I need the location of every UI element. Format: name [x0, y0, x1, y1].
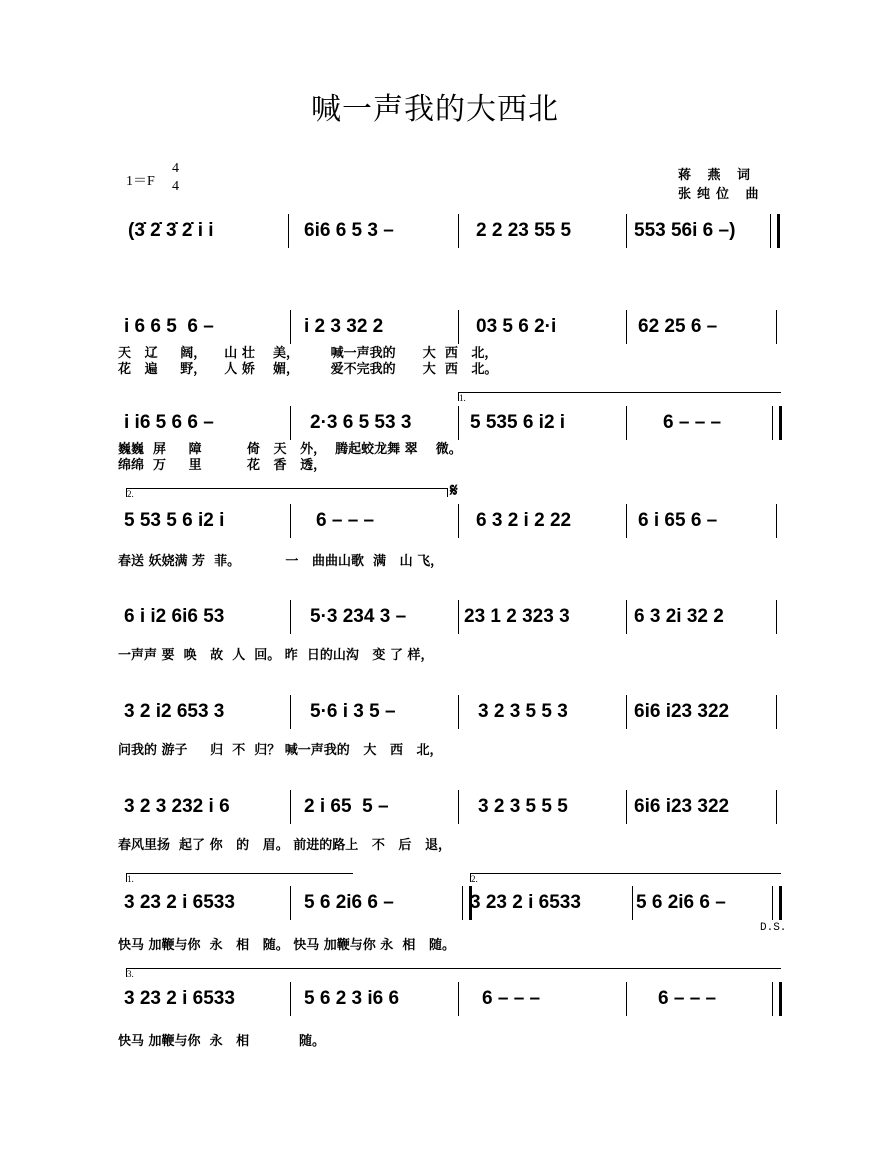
measure: 6i6 i23 322: [634, 796, 730, 817]
measure: 3 2 3 5 5 3: [478, 701, 568, 722]
staff-line-3: [118, 412, 780, 472]
final-barline: [772, 886, 782, 920]
final-barline: [772, 982, 782, 1016]
lyrics: 春风里扬 起了 你 的 眉。 前进的路上 不 后 退，: [118, 838, 451, 853]
measure: 5·6 i 3 5 –: [310, 701, 396, 722]
volta-bracket: 3.: [126, 968, 781, 977]
lyrics-verse-1: 天 辽 阔， 山 壮 美， 喊一声我的 大 西 北，: [118, 346, 498, 361]
barline: [776, 310, 777, 344]
barline: [776, 790, 777, 824]
measure: 03 5 6 2·i: [476, 316, 557, 337]
barline: [458, 504, 459, 538]
measure: 3 2 3 5 5 5: [478, 796, 568, 817]
measure: 3 2 i2 653 3: [124, 701, 225, 722]
measure: 6 – – –: [316, 510, 375, 531]
measure: 3 2 3 232 i 6: [124, 796, 230, 817]
barline: [626, 982, 627, 1016]
volta-bracket: 2.: [126, 488, 448, 497]
lyrics-verse-2: 绵绵 万 里 花 香 透，: [118, 458, 327, 473]
measure: 6 i 65 6 –: [638, 510, 718, 531]
barline: [776, 695, 777, 729]
barline: [290, 406, 291, 440]
time-signature: [172, 160, 179, 196]
barline: [626, 504, 627, 538]
barline: [626, 406, 627, 440]
staff-line-8: [118, 892, 787, 953]
volta-bracket: 1.: [458, 392, 781, 401]
barline: [458, 600, 459, 634]
time-signature-top: 4: [172, 161, 179, 176]
key-signature: 1＝F: [126, 174, 155, 189]
time-signature-bottom: 4: [172, 179, 179, 194]
segno-sign: 𝄋: [450, 480, 458, 501]
staff-line-2: [118, 316, 780, 376]
measure: 23 1 2 323 3: [464, 606, 570, 627]
measure: 6i6 i23 322: [634, 701, 730, 722]
measure: 3 23 2 i 6533: [124, 988, 235, 1009]
lyrics-verse-1: 巍巍 屏 障 倚 天 外， 腾起蛟龙舞 翠 微。: [118, 442, 462, 457]
measure: 62 25 6 –: [638, 316, 718, 337]
lyrics: 问我的 游子 归 不 归？ 喊一声我的 大 西 北，: [118, 743, 443, 758]
staff-line-4: [118, 510, 780, 570]
lyrics: 快马 加鞭与你 永 相 随。: [118, 1034, 325, 1049]
measure: 2·3 6 5 53 3: [310, 412, 412, 433]
volta-bracket-2: 2.: [470, 873, 781, 882]
measure: 5·3 234 3 –: [310, 606, 407, 627]
measure: 5 6 2 3 i6 6: [304, 988, 400, 1009]
barline: [458, 790, 459, 824]
barline: [290, 695, 291, 729]
barline: [776, 600, 777, 634]
measure: 2 i 65 5 –: [304, 796, 389, 817]
barline: [458, 982, 459, 1016]
measure: 2 2 23 55 5: [476, 220, 572, 241]
measure: 6 3 2 i 2 22: [476, 510, 572, 531]
barline: [290, 310, 291, 344]
barline: [290, 982, 291, 1016]
lyrics: 一声声 要 唤 故 人 回。 昨 日的山沟 变 了 样，: [118, 648, 434, 663]
lyrics-verse-2: 花 遍 野， 人 娇 媚， 爱不完我的 大 西 北。: [118, 362, 498, 377]
barline: [290, 886, 291, 920]
dal-segno-mark: D.S.: [760, 922, 787, 934]
staff-line-6: [118, 701, 780, 761]
barline: [290, 790, 291, 824]
barline: [776, 504, 777, 538]
measure: i 6 6 5 6 –: [124, 316, 214, 337]
lyrics: 快马 加鞭与你 永 相 随。 快马 加鞭与你 永 相 随。: [118, 938, 455, 953]
barline: [458, 406, 459, 440]
volta-bracket-1: 1.: [126, 873, 353, 882]
lyricist: 蒋 燕 词: [678, 168, 757, 183]
measure: 6 – – –: [663, 412, 722, 433]
barline: [626, 310, 627, 344]
barline: [458, 310, 459, 344]
lyrics: 春送 妖娆满 芳 菲。 一 曲曲山歌 满 山 飞，: [118, 554, 444, 569]
barline: [626, 695, 627, 729]
barline: [288, 214, 289, 248]
barline: [290, 504, 291, 538]
measure: 6 – – –: [482, 988, 541, 1009]
barline: [632, 886, 633, 920]
barline: [458, 214, 459, 248]
measure: (3̇ 2̇ 3̇ 2̇ i i: [128, 220, 214, 241]
measure: 5 6 2i6 6 –: [636, 892, 726, 913]
staff-line-1: [118, 220, 780, 260]
measure: i 2 3 32 2: [304, 316, 384, 337]
measure: 6 – – –: [658, 988, 717, 1009]
song-title: 喊一声我的大西北: [311, 92, 559, 127]
measure: 5 535 6 i2 i: [470, 412, 566, 433]
measure: 6 i i2 6i6 53: [124, 606, 225, 627]
measure: 3 23 2 i 6533: [470, 892, 581, 913]
measure: i i6 5 6 6 –: [124, 412, 214, 433]
measure: 6 3 2i 32 2: [634, 606, 724, 627]
composer: 张纯位 曲: [678, 187, 765, 202]
repeat-barline: [772, 406, 782, 440]
measure: 553 56i 6 –): [634, 220, 736, 241]
measure: 5 53 5 6 i2 i: [124, 510, 225, 531]
barline: [458, 695, 459, 729]
staff-line-9: [118, 988, 780, 1048]
measure: 3 23 2 i 6533: [124, 892, 235, 913]
barline: [626, 214, 627, 248]
repeat-barline: [770, 214, 780, 248]
staff-line-5: [118, 606, 780, 666]
barline: [626, 790, 627, 824]
barline: [290, 600, 291, 634]
credits: [678, 166, 765, 204]
measure: 5 6 2i6 6 –: [304, 892, 394, 913]
measure: 6i6 6 5 3 –: [304, 220, 394, 241]
barline: [626, 600, 627, 634]
staff-line-7: [118, 796, 780, 856]
